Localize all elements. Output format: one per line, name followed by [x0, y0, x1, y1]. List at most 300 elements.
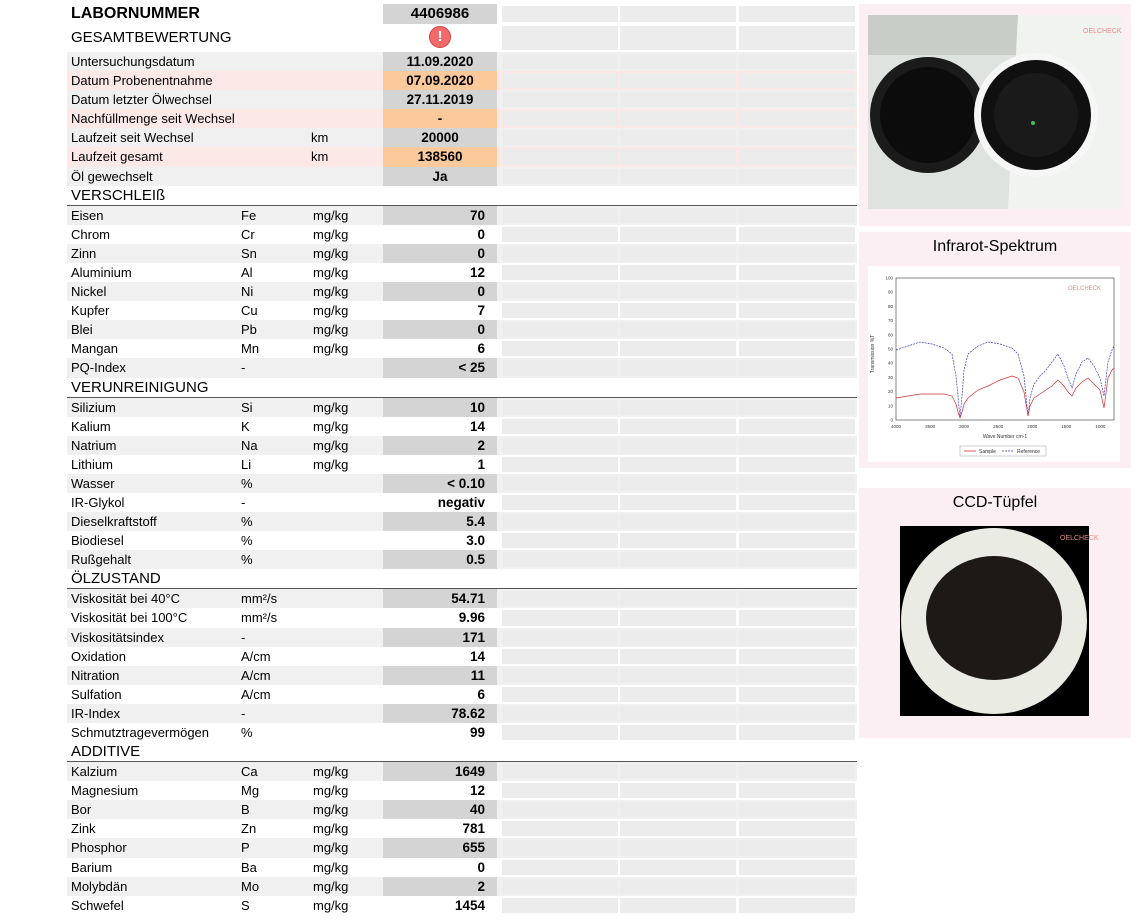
empty-column-cell: [502, 879, 618, 894]
measurement-row: [67, 206, 857, 225]
measurement-unit: mg/kg: [313, 207, 349, 223]
measurement-symbol: Si: [241, 399, 253, 415]
empty-column-cell: [739, 610, 855, 625]
measurement-row: [67, 225, 857, 244]
empty-column-cell: [739, 149, 855, 164]
empty-column-cell: [502, 764, 618, 779]
empty-column-cell: [739, 495, 855, 510]
empty-column-cell: [739, 649, 855, 664]
sample-photo-panel: [859, 4, 1131, 226]
measurement-unit: mg/kg: [313, 245, 349, 261]
measurement-row: [67, 781, 857, 800]
measurement-value: 99: [469, 725, 485, 740]
ir-x-axis-label: Wave Number cm-1: [982, 434, 1028, 440]
empty-column-cell: [739, 208, 855, 223]
measurement-label: Natrium: [71, 437, 117, 453]
measurement-symbol: -: [241, 705, 246, 721]
ir-y-tick-label: 30: [887, 374, 893, 380]
empty-column-cell: [620, 400, 736, 415]
measurement-symbol: %: [241, 514, 253, 530]
empty-column-cell: [739, 783, 855, 798]
empty-column-cell: [502, 630, 618, 645]
empty-column-cell: [620, 610, 736, 625]
measurement-row: [67, 282, 857, 301]
info-row: [67, 128, 857, 147]
empty-column-cell: [620, 840, 736, 855]
empty-column-cell: [620, 591, 736, 606]
ccd-spot-panel: [859, 488, 1131, 738]
measurement-row: [67, 436, 857, 455]
info-row: [67, 167, 857, 186]
measurement-unit: mg/kg: [313, 303, 349, 319]
measurement-label: Schmutztragevermögen: [71, 725, 210, 740]
empty-column-cell: [502, 457, 618, 472]
info-row: [67, 52, 857, 71]
measurement-unit: mg/kg: [313, 284, 349, 300]
empty-column-cell: [739, 476, 855, 491]
empty-column-cell: [620, 26, 736, 50]
measurement-row: [67, 455, 857, 474]
empty-column-cell: [739, 26, 855, 50]
empty-column-cell: [502, 668, 618, 683]
measurement-symbol: Na: [241, 437, 258, 453]
measurement-row: [67, 589, 857, 608]
empty-column-cell: [502, 898, 618, 913]
empty-column-cell: [502, 284, 618, 299]
empty-column-cell: [739, 419, 855, 434]
empty-column-cell: [739, 6, 855, 22]
measurement-value: 14: [469, 418, 485, 434]
empty-column-cell: [739, 706, 855, 721]
ir-y-axis-label: Transmission %T: [870, 334, 876, 374]
ir-y-tick-label: 70: [887, 318, 893, 324]
ir-y-tick-label: 100: [885, 275, 893, 281]
measurement-symbol: Ba: [241, 859, 257, 875]
empty-column-cell: [620, 265, 736, 280]
empty-column-cell: [620, 322, 736, 337]
measurement-label: Phosphor: [71, 840, 127, 856]
info-row: [67, 147, 857, 166]
measurement-symbol: -: [241, 629, 246, 645]
empty-column-cell: [620, 303, 736, 318]
measurement-unit: mg/kg: [313, 322, 349, 338]
ir-x-tick-label: 2000: [1027, 424, 1038, 429]
measurement-value: < 25: [383, 358, 497, 377]
empty-column-cell: [620, 438, 736, 453]
measurement-label: Biodiesel: [71, 533, 124, 549]
measurement-value: 6: [477, 686, 485, 702]
measurement-symbol: %: [241, 725, 253, 740]
info-value: 27.11.2019: [383, 90, 497, 109]
measurement-value: 9.96: [458, 610, 485, 626]
measurement-value: 78.62: [383, 704, 497, 723]
measurement-value: 11: [383, 666, 497, 685]
measurement-row: [67, 762, 857, 781]
measurement-unit: mg/kg: [313, 859, 349, 875]
empty-column-cell: [620, 687, 736, 702]
empty-column-cell: [620, 879, 736, 894]
empty-column-cell: [739, 322, 855, 337]
info-value: 07.09.2020: [383, 71, 497, 90]
measurement-symbol: -: [241, 360, 246, 376]
measurement-row: [67, 704, 857, 723]
measurement-symbol: mm²/s: [241, 591, 278, 607]
empty-column-cell: [502, 533, 618, 548]
empty-column-cell: [739, 668, 855, 683]
measurement-value: 0: [477, 226, 485, 242]
empty-column-cell: [502, 783, 618, 798]
empty-column-cell: [739, 438, 855, 453]
empty-column-cell: [739, 860, 855, 875]
measurement-row: [67, 263, 857, 282]
measurement-symbol: Li: [241, 456, 252, 472]
measurement-label: Sulfation: [71, 686, 122, 702]
empty-column-cell: [739, 898, 855, 913]
measurement-symbol: A/cm: [241, 686, 271, 702]
measurement-value: 0.5: [383, 550, 497, 569]
overall-rating-value: [383, 24, 497, 52]
empty-column-cell: [620, 360, 736, 375]
empty-column-cell: [739, 514, 855, 529]
ir-y-tick-label: 20: [887, 389, 893, 395]
empty-column-cell: [502, 26, 618, 50]
measurement-label: PQ-Index: [71, 360, 126, 376]
empty-column-cell: [502, 322, 618, 337]
empty-column-cell: [739, 821, 855, 836]
measurement-row: [67, 896, 857, 915]
measurement-row: [67, 800, 857, 819]
measurement-symbol: S: [241, 897, 250, 913]
empty-column-cell: [620, 476, 736, 491]
measurement-value: 2: [383, 436, 497, 455]
empty-column-cell: [620, 802, 736, 817]
empty-column-cell: [620, 630, 736, 645]
empty-column-cell: [739, 130, 855, 145]
measurement-unit: mg/kg: [313, 418, 349, 434]
empty-column-cell: [739, 169, 855, 184]
empty-column-cell: [620, 725, 736, 740]
empty-column-cell: [502, 111, 618, 126]
measurement-value: 7: [477, 303, 485, 319]
measurement-row: [67, 685, 857, 704]
measurement-label: IR-Glykol: [71, 494, 125, 510]
measurement-row: [67, 858, 857, 877]
measurement-unit: mg/kg: [313, 399, 349, 415]
measurement-label: Rußgehalt: [71, 552, 131, 568]
section-title: ADDITIVE: [71, 743, 141, 761]
info-unit: km: [311, 149, 329, 165]
empty-column-cell: [502, 169, 618, 184]
measurement-row: [67, 320, 857, 339]
info-row: [67, 71, 857, 90]
info-value: 138560: [383, 147, 497, 166]
empty-column-cell: [502, 610, 618, 625]
empty-column-cell: [502, 208, 618, 223]
lab-number-label: LABORNUMMER: [71, 5, 200, 22]
empty-column-cell: [739, 533, 855, 548]
measurement-unit: mg/kg: [313, 456, 349, 472]
measurement-label: Wasser: [71, 475, 115, 491]
measurement-unit: mg/kg: [313, 764, 349, 780]
empty-column-cell: [739, 265, 855, 280]
empty-column-cell: [502, 514, 618, 529]
ir-y-tick-label: 60: [887, 332, 893, 338]
section-header: [67, 378, 857, 398]
empty-column-cell: [620, 73, 736, 88]
empty-column-cell: [502, 6, 618, 22]
empty-column-cell: [620, 92, 736, 107]
info-label: Laufzeit gesamt: [71, 149, 163, 165]
measurement-label: Lithium: [71, 456, 113, 472]
ir-x-tick-label: 2500: [993, 424, 1004, 429]
measurement-symbol: P: [241, 840, 250, 856]
info-value: 20000: [383, 128, 497, 147]
ir-spectrum-panel: [859, 232, 1131, 468]
legend-sample: Sample: [979, 449, 996, 455]
measurement-value: 70: [383, 206, 497, 225]
measurement-symbol: Ni: [241, 284, 254, 300]
measurement-value: 0: [383, 282, 497, 301]
empty-column-cell: [502, 227, 618, 242]
measurement-symbol: Mo: [241, 878, 260, 894]
empty-column-cell: [739, 400, 855, 415]
empty-column-cell: [739, 111, 855, 126]
ir-y-tick-label: 50: [887, 346, 893, 352]
measurement-value: 12: [469, 783, 485, 799]
measurement-unit: mg/kg: [313, 226, 349, 242]
measurement-label: Barium: [71, 859, 113, 875]
measurement-label: Kalium: [71, 418, 111, 434]
info-label: Datum letzter Ölwechsel: [71, 92, 212, 108]
measurement-symbol: B: [241, 802, 250, 818]
ccd-spot-image: [900, 526, 1099, 716]
measurement-label: Zink: [71, 821, 96, 837]
empty-column-cell: [739, 246, 855, 261]
measurement-label: IR-Index: [71, 705, 121, 721]
measurement-symbol: Mg: [241, 783, 260, 799]
measurement-unit: mg/kg: [313, 878, 349, 894]
measurement-unit: mg/kg: [313, 341, 349, 357]
measurement-row: [67, 628, 857, 647]
empty-column-cell: [739, 73, 855, 88]
empty-column-cell: [620, 111, 736, 126]
section-title: ÖLZUSTAND: [71, 570, 161, 588]
measurement-label: Schwefel: [71, 897, 124, 913]
measurement-symbol: Ca: [241, 764, 258, 780]
measurement-value: 5.4: [383, 512, 497, 531]
empty-column-cell: [620, 149, 736, 164]
measurement-symbol: Cu: [241, 303, 258, 319]
measurement-value: 0: [383, 320, 497, 339]
ir-y-tick-label: 10: [887, 403, 893, 409]
info-label: Datum Probenentnahme: [71, 73, 213, 89]
measurement-row: [67, 723, 857, 742]
empty-column-cell: [502, 400, 618, 415]
measurement-value: 0: [477, 859, 485, 875]
empty-column-cell: [620, 419, 736, 434]
ir-x-tick-label: 3000: [959, 424, 970, 429]
empty-column-cell: [502, 706, 618, 721]
section-header: [67, 742, 857, 762]
ir-x-tick-label: 1500: [1061, 424, 1072, 429]
measurement-symbol: Mn: [241, 341, 260, 357]
measurement-value: < 0.10: [383, 474, 497, 493]
empty-column-cell: [502, 687, 618, 702]
empty-column-cell: [739, 227, 855, 242]
measurement-value: 1: [477, 456, 485, 472]
empty-column-cell: [502, 860, 618, 875]
measurement-unit: mg/kg: [313, 821, 349, 837]
measurement-row: [67, 550, 857, 569]
empty-column-cell: [620, 898, 736, 913]
overall-rating-label: GESAMTBEWERTUNG: [71, 29, 232, 46]
info-row: [67, 90, 857, 109]
empty-column-cell: [620, 6, 736, 22]
empty-column-cell: [739, 303, 855, 318]
measurement-value: 0: [383, 244, 497, 263]
empty-column-cell: [502, 360, 618, 375]
empty-column-cell: [620, 457, 736, 472]
exclamation-icon: !: [429, 26, 451, 48]
overall-rating-row: [67, 24, 857, 52]
ir-x-tick-label: 1000: [1095, 424, 1106, 429]
sample-photo: [868, 15, 1122, 209]
empty-column-cell: [502, 303, 618, 318]
empty-column-cell: [620, 341, 736, 356]
info-value: 11.09.2020: [383, 52, 497, 71]
measurement-label: Viskosität bei 40°C: [71, 591, 181, 607]
measurement-row: [67, 339, 857, 358]
empty-column-cell: [502, 419, 618, 434]
info-unit: km: [311, 130, 329, 146]
empty-column-cell: [620, 208, 736, 223]
measurement-value: 40: [383, 800, 497, 819]
empty-column-cell: [739, 54, 855, 69]
measurement-value: 6: [477, 341, 485, 357]
measurement-value: 1454: [454, 897, 485, 913]
measurement-label: Chrom: [71, 226, 111, 242]
measurement-label: Eisen: [71, 207, 104, 223]
info-label: Laufzeit seit Wechsel: [71, 130, 194, 146]
measurement-label: Mangan: [71, 341, 118, 357]
measurement-value: 54.71: [383, 589, 497, 608]
empty-column-cell: [502, 476, 618, 491]
measurement-row: [67, 398, 857, 417]
info-value: -: [383, 109, 497, 128]
legend-reference: Reference: [1017, 449, 1041, 455]
measurement-symbol: A/cm: [241, 648, 271, 664]
empty-column-cell: [739, 687, 855, 702]
empty-column-cell: [739, 341, 855, 356]
measurement-label: Blei: [71, 322, 93, 338]
section-title: VERSCHLEIß: [71, 186, 166, 204]
measurement-unit: mg/kg: [313, 264, 349, 280]
measurement-label: Kupfer: [71, 303, 110, 319]
measurement-value: 3.0: [466, 533, 485, 549]
measurement-label: Viskosität bei 100°C: [71, 610, 188, 626]
measurement-symbol: Zn: [241, 821, 257, 837]
measurement-symbol: %: [241, 533, 253, 549]
ir-y-tick-label: 40: [887, 360, 893, 366]
measurement-label: Nitration: [71, 667, 120, 683]
measurement-row: [67, 838, 857, 857]
measurement-unit: mg/kg: [313, 897, 349, 913]
empty-column-cell: [502, 73, 618, 88]
empty-column-cell: [620, 821, 736, 836]
measurement-value: negativ: [437, 494, 485, 510]
measurement-symbol: mm²/s: [241, 610, 278, 626]
info-label: Nachfüllmenge seit Wechsel: [71, 111, 235, 127]
empty-column-cell: [502, 149, 618, 164]
measurement-row: [67, 301, 857, 320]
measurement-row: [67, 819, 857, 838]
measurement-label: Oxidation: [71, 648, 126, 664]
empty-column-cell: [620, 668, 736, 683]
measurement-row: [67, 531, 857, 550]
measurement-unit: mg/kg: [313, 840, 349, 856]
empty-column-cell: [739, 802, 855, 817]
empty-column-cell: [620, 706, 736, 721]
report-table: [67, 4, 857, 915]
ir-y-tick-label: 80: [887, 303, 893, 309]
measurement-value: 14: [469, 648, 485, 664]
empty-column-cell: [502, 821, 618, 836]
measurement-unit: mg/kg: [313, 437, 349, 453]
ir-watermark: OELCHECK: [1068, 286, 1102, 292]
ir-y-tick-label: 90: [887, 289, 893, 295]
measurement-symbol: Cr: [241, 226, 255, 242]
measurement-row: [67, 608, 857, 627]
measurement-unit: mg/kg: [313, 783, 349, 799]
empty-column-cell: [620, 169, 736, 184]
empty-column-cell: [739, 725, 855, 740]
empty-column-cell: [739, 360, 855, 375]
measurement-row: [67, 512, 857, 531]
empty-column-cell: [620, 783, 736, 798]
ir-spectrum-chart: [868, 266, 1120, 462]
measurement-label: Molybdän: [71, 878, 128, 894]
measurement-symbol: Al: [241, 264, 253, 280]
info-value: Ja: [383, 167, 497, 186]
measurement-row: [67, 474, 857, 493]
section-title: VERUNREINIGUNG: [71, 378, 209, 396]
ir-x-tick-label: 3500: [925, 424, 936, 429]
empty-column-cell: [502, 54, 618, 69]
empty-column-cell: [739, 591, 855, 606]
empty-column-cell: [620, 54, 736, 69]
empty-column-cell: [620, 495, 736, 510]
measurement-row: [67, 666, 857, 685]
measurement-row: [67, 358, 857, 377]
empty-column-cell: [502, 438, 618, 453]
measurement-value: 781: [462, 821, 485, 837]
ir-x-tick-label: 4000: [890, 424, 902, 429]
empty-column-cell: [502, 725, 618, 740]
empty-column-cell: [620, 552, 736, 567]
ir-spectrum-title: Infrarot-Spektrum: [932, 238, 1058, 255]
empty-column-cell: [502, 649, 618, 664]
empty-column-cell: [502, 802, 618, 817]
empty-column-cell: [620, 130, 736, 145]
measurement-symbol: %: [241, 552, 253, 568]
empty-column-cell: [620, 649, 736, 664]
measurement-label: Bor: [71, 802, 92, 818]
measurement-unit: mg/kg: [313, 802, 349, 818]
section-header: [67, 186, 857, 206]
measurement-label: Nickel: [71, 284, 107, 300]
empty-column-cell: [739, 840, 855, 855]
empty-column-cell: [620, 227, 736, 242]
